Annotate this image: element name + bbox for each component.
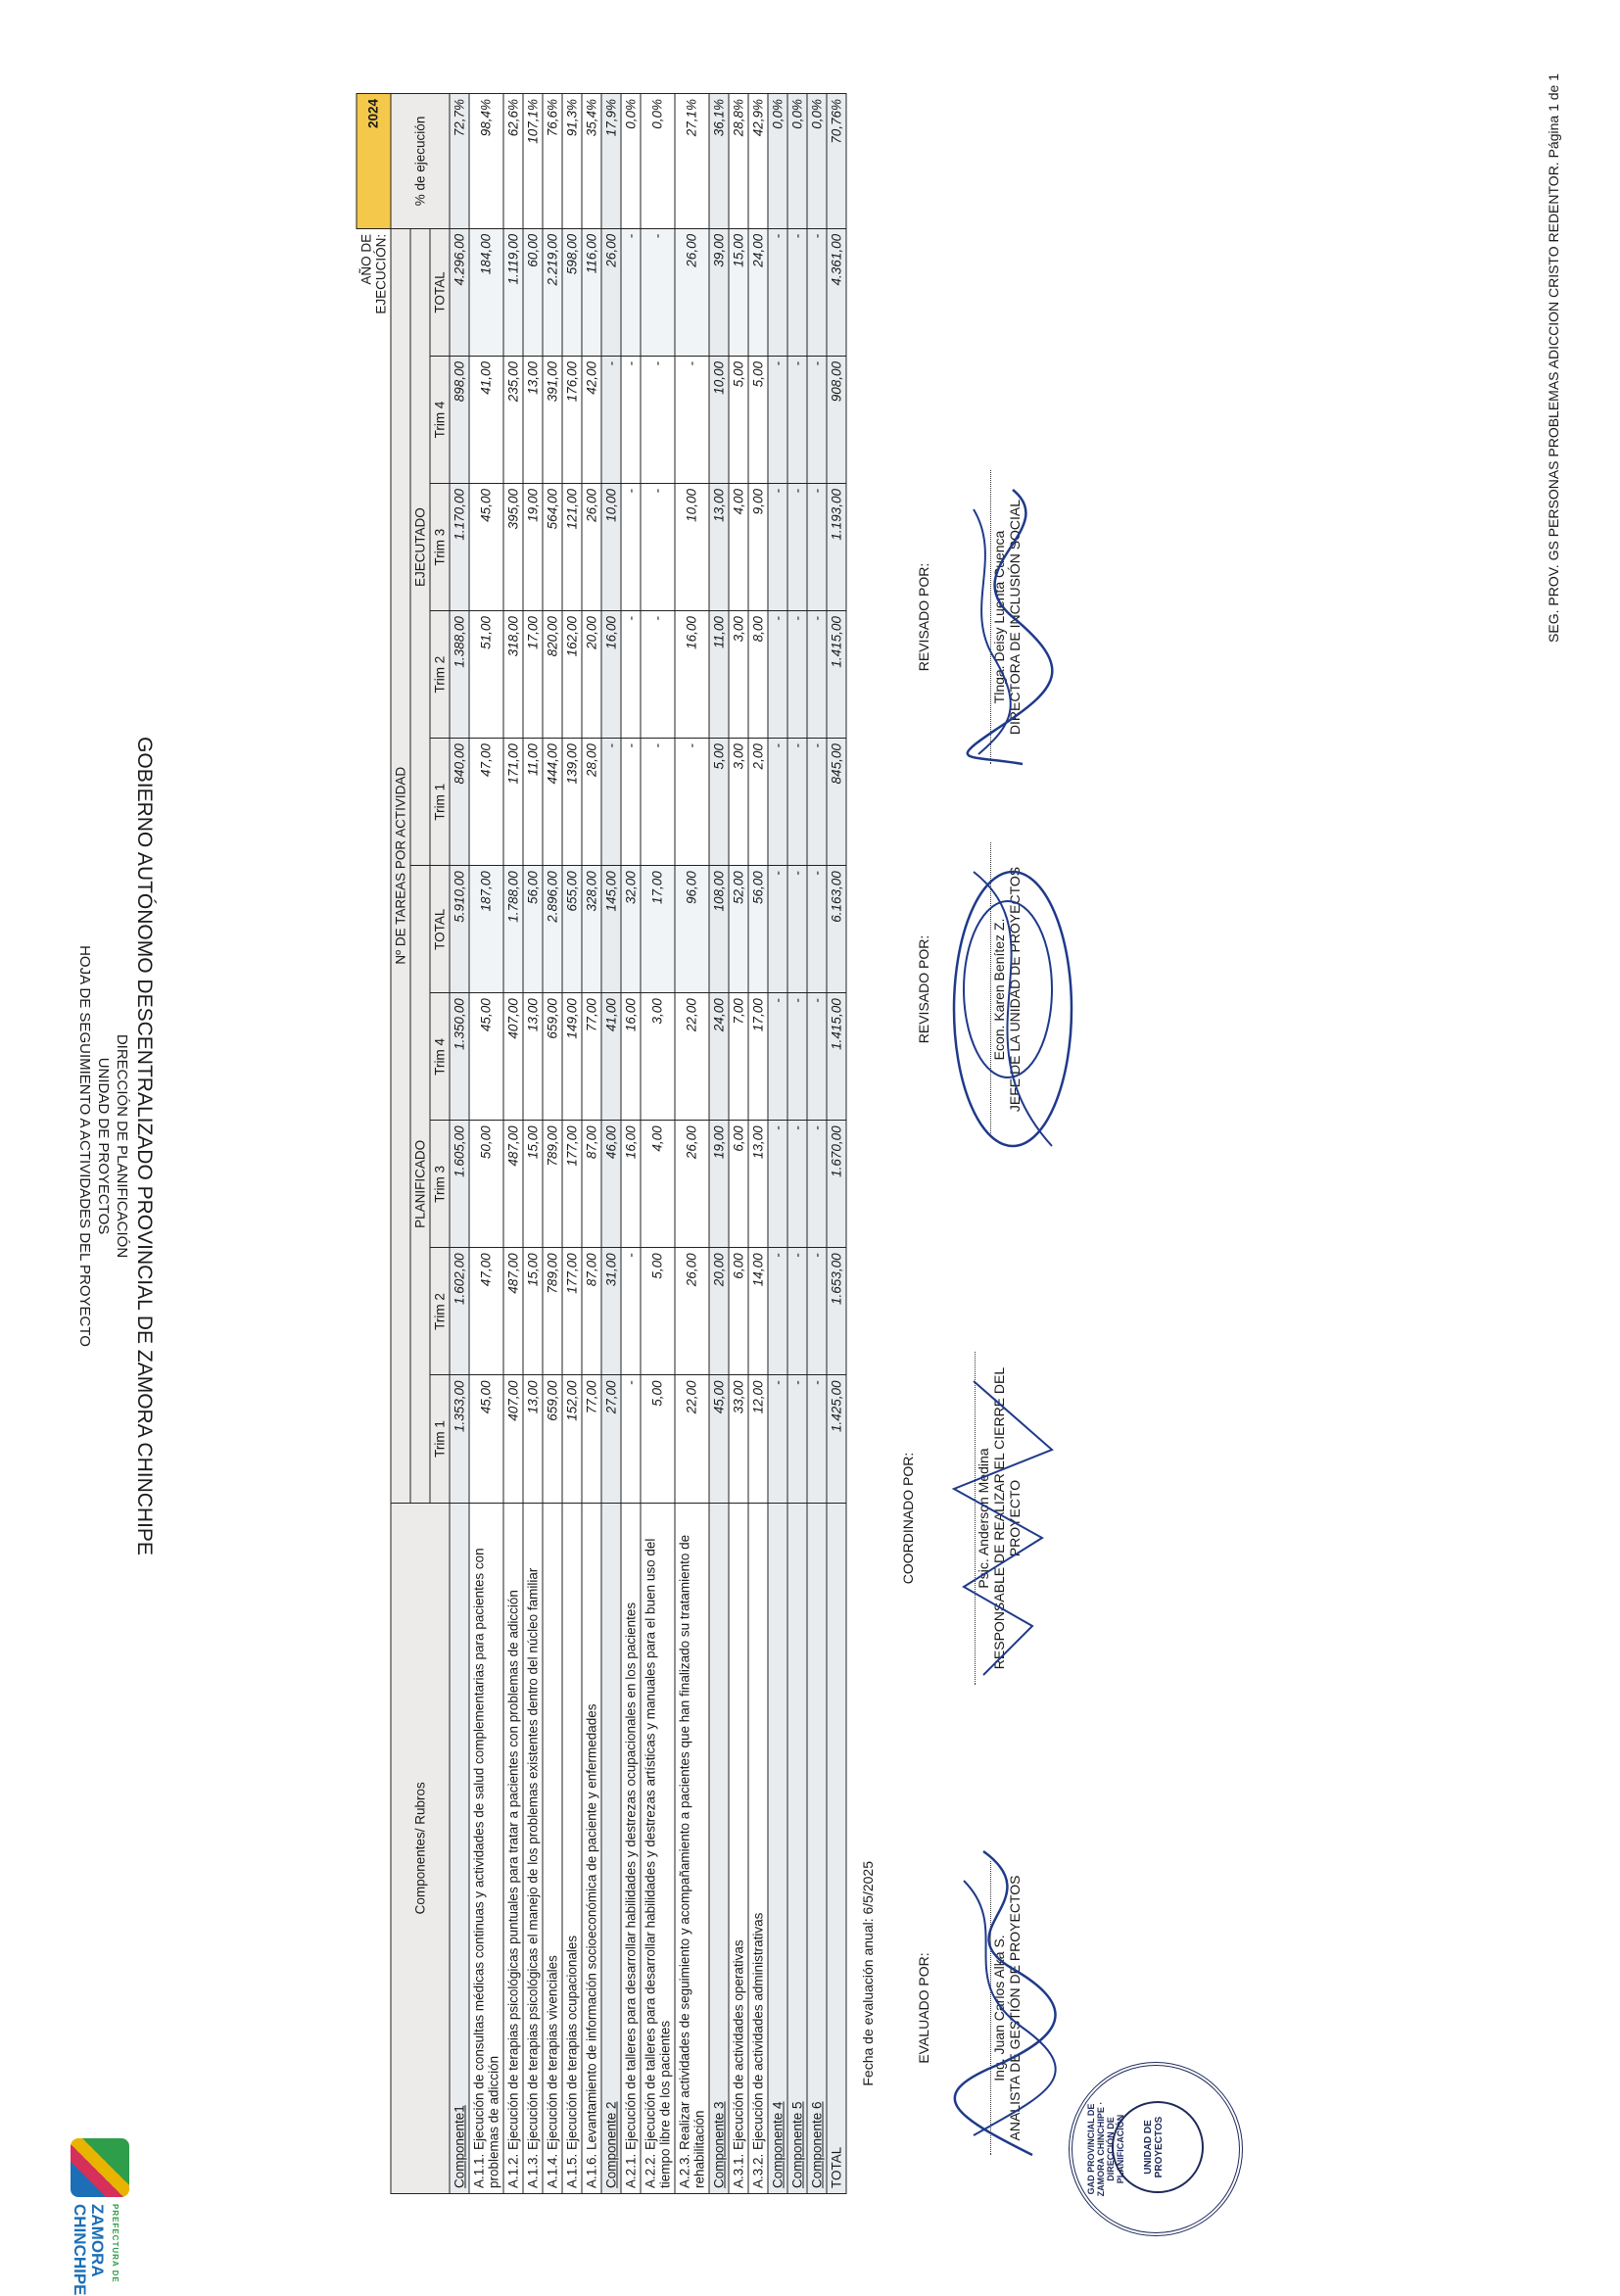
table-row <box>787 94 807 2194</box>
row-label: Componente 4 <box>768 1503 787 2193</box>
planned-cell: - <box>807 1375 827 1503</box>
executed-cell: 26,00 <box>582 484 601 611</box>
executed-cell: - <box>787 484 807 611</box>
planned-cell: - <box>621 1375 641 1503</box>
planned-cell: 5,00 <box>641 1248 675 1375</box>
row-label: TOTAL <box>827 1503 846 2193</box>
executed-col-header: TOTAL <box>430 228 450 356</box>
pct-cell: 0,0% <box>807 94 827 229</box>
executed-cell: - <box>641 611 675 739</box>
executed-cell: - <box>787 611 807 739</box>
executed-cell: - <box>641 739 675 866</box>
table-row <box>675 94 709 2194</box>
planned-cell: 16,00 <box>621 993 641 1121</box>
executed-cell: 26,00 <box>601 228 621 356</box>
executed-cell: - <box>675 356 709 483</box>
planned-col-header: TOTAL <box>430 866 450 993</box>
row-label: Componente 2 <box>601 1503 621 2193</box>
executed-cell: 11,00 <box>523 739 543 866</box>
planned-cell: 14,00 <box>748 1248 768 1375</box>
executed-cell: - <box>807 356 827 483</box>
executed-cell: - <box>768 228 787 356</box>
planned-cell: 15,00 <box>523 1121 543 1248</box>
eval-date <box>860 1861 876 2086</box>
handwritten-signature-2 <box>934 1371 1072 1695</box>
sig-title: ANALISTA DE GESTIÓN DE PROYECTOS <box>1007 1875 1023 2141</box>
pct-cell: 27,1% <box>675 94 709 229</box>
executed-cell: - <box>621 228 641 356</box>
executed-cell: - <box>641 356 675 483</box>
executed-cell: 4,00 <box>729 484 748 611</box>
executed-cell: - <box>641 228 675 356</box>
executed-cell: 5,00 <box>729 356 748 483</box>
executed-cell: 235,00 <box>503 356 523 483</box>
executed-cell: 13,00 <box>709 484 729 611</box>
executed-cell: 1.415,00 <box>827 611 846 739</box>
table-row <box>621 94 641 2194</box>
executed-cell: 1.388,00 <box>450 611 469 739</box>
row-label: Componente 6 <box>807 1503 827 2193</box>
row-label: A.3.2. Ejecución de actividades administrativas <box>748 1503 768 2193</box>
table-row <box>807 94 827 2194</box>
planned-cell: 52,00 <box>729 866 748 993</box>
document-subtitle-1: DIRECCIÓN DE PLANIFICACIÓN <box>114 1033 130 1259</box>
stamp-inner-line2: PROYECTOS <box>1154 2116 1165 2178</box>
planned-cell: - <box>787 1375 807 1503</box>
planned-col-header: Trim 1 <box>430 1375 450 1503</box>
executed-cell: 318,00 <box>503 611 523 739</box>
year-label: AÑO DE EJECUCIÓN: <box>358 233 388 314</box>
planned-cell: 96,00 <box>675 866 709 993</box>
planned-cell: - <box>807 866 827 993</box>
executed-cell: 898,00 <box>450 356 469 483</box>
executed-cell: 10,00 <box>709 356 729 483</box>
pct-cell: 0,0% <box>621 94 641 229</box>
sig-name: Ing. Juan Carlos Alka S. <box>990 1861 1007 2155</box>
pct-cell: 72,7% <box>450 94 469 229</box>
handwritten-signature-4 <box>934 480 1072 774</box>
pct-cell: 17,9% <box>601 94 621 229</box>
table-row <box>450 94 469 2194</box>
sig-title: DIRECTORA DE INCLUSIÓN SOCIAL <box>1007 499 1023 736</box>
table-row <box>469 94 503 2194</box>
executed-cell: 121,00 <box>562 484 582 611</box>
executed-cell: 3,00 <box>729 611 748 739</box>
planned-cell: 1.788,00 <box>503 866 523 993</box>
table-row <box>503 94 523 2194</box>
sig-role: REVISADO POR: <box>916 934 931 1044</box>
executed-cell: - <box>641 484 675 611</box>
row-label: A.1.6. Levantamiento de información socioeconómica de paciente y enfermedades <box>582 1503 601 2193</box>
planned-cell: 328,00 <box>582 866 601 993</box>
executed-cell: 11,00 <box>709 611 729 739</box>
planned-cell: 22,00 <box>675 1375 709 1503</box>
table-row <box>523 94 543 2194</box>
executed-cell: 564,00 <box>543 484 562 611</box>
planned-cell: 19,00 <box>709 1121 729 1248</box>
executed-cell: 3,00 <box>729 739 748 866</box>
executed-col-header: Trim 4 <box>430 356 450 483</box>
executed-cell: - <box>787 228 807 356</box>
executed-header: EJECUTADO <box>410 228 430 865</box>
executed-cell: - <box>768 611 787 739</box>
pct-cell: 0,0% <box>641 94 675 229</box>
planned-cell: 13,00 <box>523 1375 543 1503</box>
planned-cell: 31,00 <box>601 1248 621 1375</box>
table-row <box>827 94 846 2194</box>
planned-cell: 45,00 <box>709 1375 729 1503</box>
executed-cell: 5,00 <box>709 739 729 866</box>
planned-cell: - <box>768 993 787 1121</box>
planned-cell: 56,00 <box>748 866 768 993</box>
pct-cell: 98,4% <box>469 94 503 229</box>
planned-cell: 407,00 <box>503 1375 523 1503</box>
planned-cell: 6.163,00 <box>827 866 846 993</box>
handwritten-signature-3 <box>934 842 1091 1166</box>
executed-cell: 16,00 <box>675 611 709 739</box>
planned-cell: 659,00 <box>543 993 562 1121</box>
row-label: A.1.2. Ejecución de terapias psicológicas puntuales para tratar a pacientes con problemas de adicción <box>503 1503 523 2193</box>
planned-cell: 27,00 <box>601 1375 621 1503</box>
executed-cell: 45,00 <box>469 484 503 611</box>
planned-cell: 22,00 <box>675 993 709 1121</box>
pct-cell: 35,4% <box>582 94 601 229</box>
executed-cell: 395,00 <box>503 484 523 611</box>
planned-cell: 87,00 <box>582 1121 601 1248</box>
planned-cell: - <box>768 1248 787 1375</box>
eval-date-value: 6/5/2025 <box>860 1861 876 1915</box>
planned-cell: - <box>787 1121 807 1248</box>
executed-cell: 20,00 <box>582 611 601 739</box>
executed-cell: 840,00 <box>450 739 469 866</box>
planned-cell: 13,00 <box>523 993 543 1121</box>
executed-cell: 8,00 <box>748 611 768 739</box>
executed-cell: - <box>787 356 807 483</box>
pct-cell: 91,3% <box>562 94 582 229</box>
executed-cell: 60,00 <box>523 228 543 356</box>
pct-cell: 62,6% <box>503 94 523 229</box>
page-footer: SEG. PROV. GS PERSONAS PROBLEMAS ADICCION CRISTO REDENTOR. Página 1 de 1 <box>1546 73 1561 643</box>
executed-cell: - <box>621 739 641 866</box>
planned-cell: - <box>787 866 807 993</box>
executed-cell: - <box>807 739 827 866</box>
executed-cell: 176,00 <box>562 356 582 483</box>
pct-cell: 107,1% <box>523 94 543 229</box>
row-label: A.2.3. Realizar actividades de seguimiento y acompañamiento a pacientes que han finalizado su tratamiento de rehabilitación <box>675 1503 709 2193</box>
planned-cell: 87,00 <box>582 1248 601 1375</box>
handwritten-signature-1 <box>934 1842 1072 2165</box>
planned-cell: 15,00 <box>523 1248 543 1375</box>
planned-cell: 789,00 <box>543 1121 562 1248</box>
planned-cell: 24,00 <box>709 993 729 1121</box>
executed-cell: - <box>601 356 621 483</box>
executed-cell: 1.119,00 <box>503 228 523 356</box>
planned-cell: - <box>768 866 787 993</box>
sig-title: RESPONSABLE DE REALIZAR EL CIERRE DEL PROYECTO <box>991 1366 1023 1670</box>
planned-cell: - <box>787 1248 807 1375</box>
executed-cell: - <box>675 739 709 866</box>
document-subtitle-3: HOJA DE SEGUIMIENTO A ACTIVIDADES DEL PROYECTO <box>76 945 93 1347</box>
executed-cell: 845,00 <box>827 739 846 866</box>
planned-cell: 17,00 <box>748 993 768 1121</box>
planned-cell: 4,00 <box>641 1121 675 1248</box>
planned-cell: 17,00 <box>641 866 675 993</box>
logo-small-text: PREFECTURA DE <box>111 2204 119 2283</box>
row-label: A.1.5. Ejecución de terapias ocupacionales <box>562 1503 582 2193</box>
group-header: Nº DE TAREAS POR ACTIVIDAD <box>391 228 410 1503</box>
document-title: GOBIERNO AUTÓNOMO DESCENTRALIZADO PROVINCIAL DE ZAMORA CHINCHIPE <box>133 737 156 1555</box>
planned-cell: 149,00 <box>562 993 582 1121</box>
stamp-inner-line1: UNIDAD DE <box>1143 2120 1154 2175</box>
planned-cell: 145,00 <box>601 866 621 993</box>
executed-cell: - <box>621 484 641 611</box>
executed-cell: 26,00 <box>675 228 709 356</box>
year-value: 2024 <box>357 94 391 229</box>
planned-cell: 33,00 <box>729 1375 748 1503</box>
pct-cell: 0,0% <box>768 94 787 229</box>
executed-cell: 19,00 <box>523 484 543 611</box>
executed-cell: - <box>768 484 787 611</box>
pct-cell: 28,8% <box>729 94 748 229</box>
planned-cell: 26,00 <box>675 1248 709 1375</box>
planned-cell: 187,00 <box>469 866 503 993</box>
executed-cell: 391,00 <box>543 356 562 483</box>
planned-cell: - <box>621 1248 641 1375</box>
executed-cell: 908,00 <box>827 356 846 483</box>
executed-cell: 42,00 <box>582 356 601 483</box>
planned-cell: 6,00 <box>729 1248 748 1375</box>
planned-cell: 655,00 <box>562 866 582 993</box>
planned-cell: 45,00 <box>469 993 503 1121</box>
executed-cell: - <box>621 356 641 483</box>
executed-cell: 39,00 <box>709 228 729 356</box>
planned-cell: - <box>807 1248 827 1375</box>
planned-cell: 47,00 <box>469 1248 503 1375</box>
executed-cell: 10,00 <box>675 484 709 611</box>
planned-cell: 77,00 <box>582 1375 601 1503</box>
planned-cell: 1.602,00 <box>450 1248 469 1375</box>
stamp-outer-text: GAD PROVINCIAL DE ZAMORA CHINCHIPE · DIRECCIÓN DE PLANIFICACIÓN <box>1086 2101 1125 2197</box>
executed-cell: - <box>787 739 807 866</box>
row-label: A.1.4. Ejecución de terapias vivenciales <box>543 1503 562 2193</box>
planned-cell: 16,00 <box>621 1121 641 1248</box>
planned-cell: 487,00 <box>503 1121 523 1248</box>
executed-cell: - <box>621 611 641 739</box>
table-row <box>543 94 562 2194</box>
rubro-header: Componentes/ Rubros <box>391 1503 450 2193</box>
table-row <box>768 94 787 2194</box>
sig-role: COORDINADO POR: <box>900 1452 916 1585</box>
row-label: A.2.2. Ejecución de talleres para desarrollar habilidades y destrezas artísticas y manuales para el buen uso del tiempo libre de los pacientes <box>641 1503 675 2193</box>
planned-cell: 5,00 <box>641 1375 675 1503</box>
executed-cell: - <box>768 356 787 483</box>
row-label: Componente 5 <box>787 1503 807 2193</box>
executed-cell: 1.193,00 <box>827 484 846 611</box>
planned-col-header: Trim 4 <box>430 993 450 1121</box>
sig-role: EVALUADO POR: <box>916 1952 931 2064</box>
planned-cell: 12,00 <box>748 1375 768 1503</box>
executed-cell: 2.219,00 <box>543 228 562 356</box>
executed-cell: 2,00 <box>748 739 768 866</box>
planned-cell: 7,00 <box>729 993 748 1121</box>
pct-cell: 42,9% <box>748 94 768 229</box>
planned-cell: 13,00 <box>748 1121 768 1248</box>
logo-line2: CHINCHIPE <box>71 2204 89 2296</box>
row-label: A.1.3. Ejecución de terapias psicológicas el manejo de los problemas existentes dentro del núcleo familiar <box>523 1503 543 2193</box>
planned-cell: 45,00 <box>469 1375 503 1503</box>
executed-cell: 820,00 <box>543 611 562 739</box>
table-row <box>562 94 582 2194</box>
table-row <box>601 94 621 2194</box>
executed-col-header: Trim 1 <box>430 739 450 866</box>
executed-cell: 116,00 <box>582 228 601 356</box>
row-label: Componente 3 <box>709 1503 729 2193</box>
planned-cell: 1.653,00 <box>827 1248 846 1375</box>
sig-name: Econ. Karen Benítez Z. <box>990 842 1007 1136</box>
planned-cell: 50,00 <box>469 1121 503 1248</box>
executed-cell: 5,00 <box>748 356 768 483</box>
activities-table <box>357 93 847 2194</box>
executed-cell: 4.296,00 <box>450 228 469 356</box>
planned-cell: 41,00 <box>601 993 621 1121</box>
executed-cell: 171,00 <box>503 739 523 866</box>
row-label: A.3.1. Ejecución de actividades operativas <box>729 1503 748 2193</box>
executed-cell: 41,00 <box>469 356 503 483</box>
planned-cell: 407,00 <box>503 993 523 1121</box>
planned-header: PLANIFICADO <box>410 866 430 1503</box>
executed-cell: - <box>601 739 621 866</box>
table-row <box>748 94 768 2194</box>
pct-header: % de ejecución <box>391 94 450 229</box>
planned-cell: 5.910,00 <box>450 866 469 993</box>
planned-cell: 56,00 <box>523 866 543 993</box>
executed-cell: 10,00 <box>601 484 621 611</box>
executed-col-header: Trim 2 <box>430 611 450 739</box>
planned-cell: 6,00 <box>729 1121 748 1248</box>
planned-cell: 1.353,00 <box>450 1375 469 1503</box>
planned-cell: 152,00 <box>562 1375 582 1503</box>
executed-cell: - <box>768 739 787 866</box>
sig-title: JEFE DE LA UNIDAD DE PROYECTOS <box>1007 866 1023 1113</box>
planned-cell: 1.605,00 <box>450 1121 469 1248</box>
planned-cell: 77,00 <box>582 993 601 1121</box>
prefecture-logo-icon <box>71 2138 129 2197</box>
row-label: A.1.1. Ejecución de consultas médicas continuas y actividades de salud complementarias para pacientes con problemas de adicción <box>469 1503 503 2193</box>
executed-cell: 13,00 <box>523 356 543 483</box>
planned-cell: 46,00 <box>601 1121 621 1248</box>
executed-cell: 17,00 <box>523 611 543 739</box>
year-row <box>357 94 391 2194</box>
document-subtitle-2: UNIDAD DE PROYECTOS <box>95 1057 112 1235</box>
stamp-inner <box>1112 2101 1204 2193</box>
planned-cell: - <box>768 1375 787 1503</box>
planned-cell: 20,00 <box>709 1248 729 1375</box>
planned-cell: 32,00 <box>621 866 641 993</box>
executed-cell: 162,00 <box>562 611 582 739</box>
executed-cell: 184,00 <box>469 228 503 356</box>
sig-name: Psic. Anderson Medina <box>975 1352 991 1685</box>
sig-role: REVISADO POR: <box>916 562 931 672</box>
executed-cell: 139,00 <box>562 739 582 866</box>
table-row <box>582 94 601 2194</box>
planned-cell: 26,00 <box>675 1121 709 1248</box>
executed-cell: 51,00 <box>469 611 503 739</box>
executed-cell: 9,00 <box>748 484 768 611</box>
planned-cell: 108,00 <box>709 866 729 993</box>
planned-cell: 2.896,00 <box>543 866 562 993</box>
planned-cell: 789,00 <box>543 1248 562 1375</box>
pct-cell: 70,76% <box>827 94 846 229</box>
pct-cell: 36,1% <box>709 94 729 229</box>
executed-cell: 24,00 <box>748 228 768 356</box>
executed-cell: 47,00 <box>469 739 503 866</box>
prefecture-logo-text <box>71 2204 123 2296</box>
planned-cell: 3,00 <box>641 993 675 1121</box>
executed-cell: 28,00 <box>582 739 601 866</box>
executed-cell: 15,00 <box>729 228 748 356</box>
executed-col-header: Trim 3 <box>430 484 450 611</box>
pct-cell: 76,6% <box>543 94 562 229</box>
planned-cell: 1.415,00 <box>827 993 846 1121</box>
official-stamp-icon <box>1069 2062 1243 2236</box>
row-label: Componente1 <box>450 1503 469 2193</box>
pct-cell: 0,0% <box>787 94 807 229</box>
eval-date-label: Fecha de evaluación anual: <box>860 1918 876 2086</box>
planned-col-header: Trim 3 <box>430 1121 450 1248</box>
planned-cell: 1.670,00 <box>827 1121 846 1248</box>
planned-col-header: Trim 2 <box>430 1248 450 1375</box>
planned-cell: - <box>807 1121 827 1248</box>
executed-cell: 1.170,00 <box>450 484 469 611</box>
logo-line1: ZAMORA <box>88 2204 107 2277</box>
executed-cell: - <box>807 484 827 611</box>
planned-cell: 177,00 <box>562 1121 582 1248</box>
planned-cell: - <box>807 993 827 1121</box>
planned-cell: 1.425,00 <box>827 1375 846 1503</box>
executed-cell: 444,00 <box>543 739 562 866</box>
executed-cell: 16,00 <box>601 611 621 739</box>
executed-cell: - <box>807 611 827 739</box>
table-row <box>709 94 729 2194</box>
executed-cell: 598,00 <box>562 228 582 356</box>
executed-cell: - <box>807 228 827 356</box>
planned-cell: - <box>768 1121 787 1248</box>
planned-cell: - <box>787 993 807 1121</box>
table-row <box>729 94 748 2194</box>
sig-name: Tlnga. Deisy Luenta Cuenca <box>990 470 1007 764</box>
planned-cell: 177,00 <box>562 1248 582 1375</box>
planned-cell: 487,00 <box>503 1248 523 1375</box>
table-row <box>641 94 675 2194</box>
row-label: A.2.1. Ejecución de talleres para desarrollar habilidades y destrezas ocupacionales en los pacientes <box>621 1503 641 2193</box>
executed-cell: 4.361,00 <box>827 228 846 356</box>
planned-cell: 659,00 <box>543 1375 562 1503</box>
planned-cell: 1.350,00 <box>450 993 469 1121</box>
